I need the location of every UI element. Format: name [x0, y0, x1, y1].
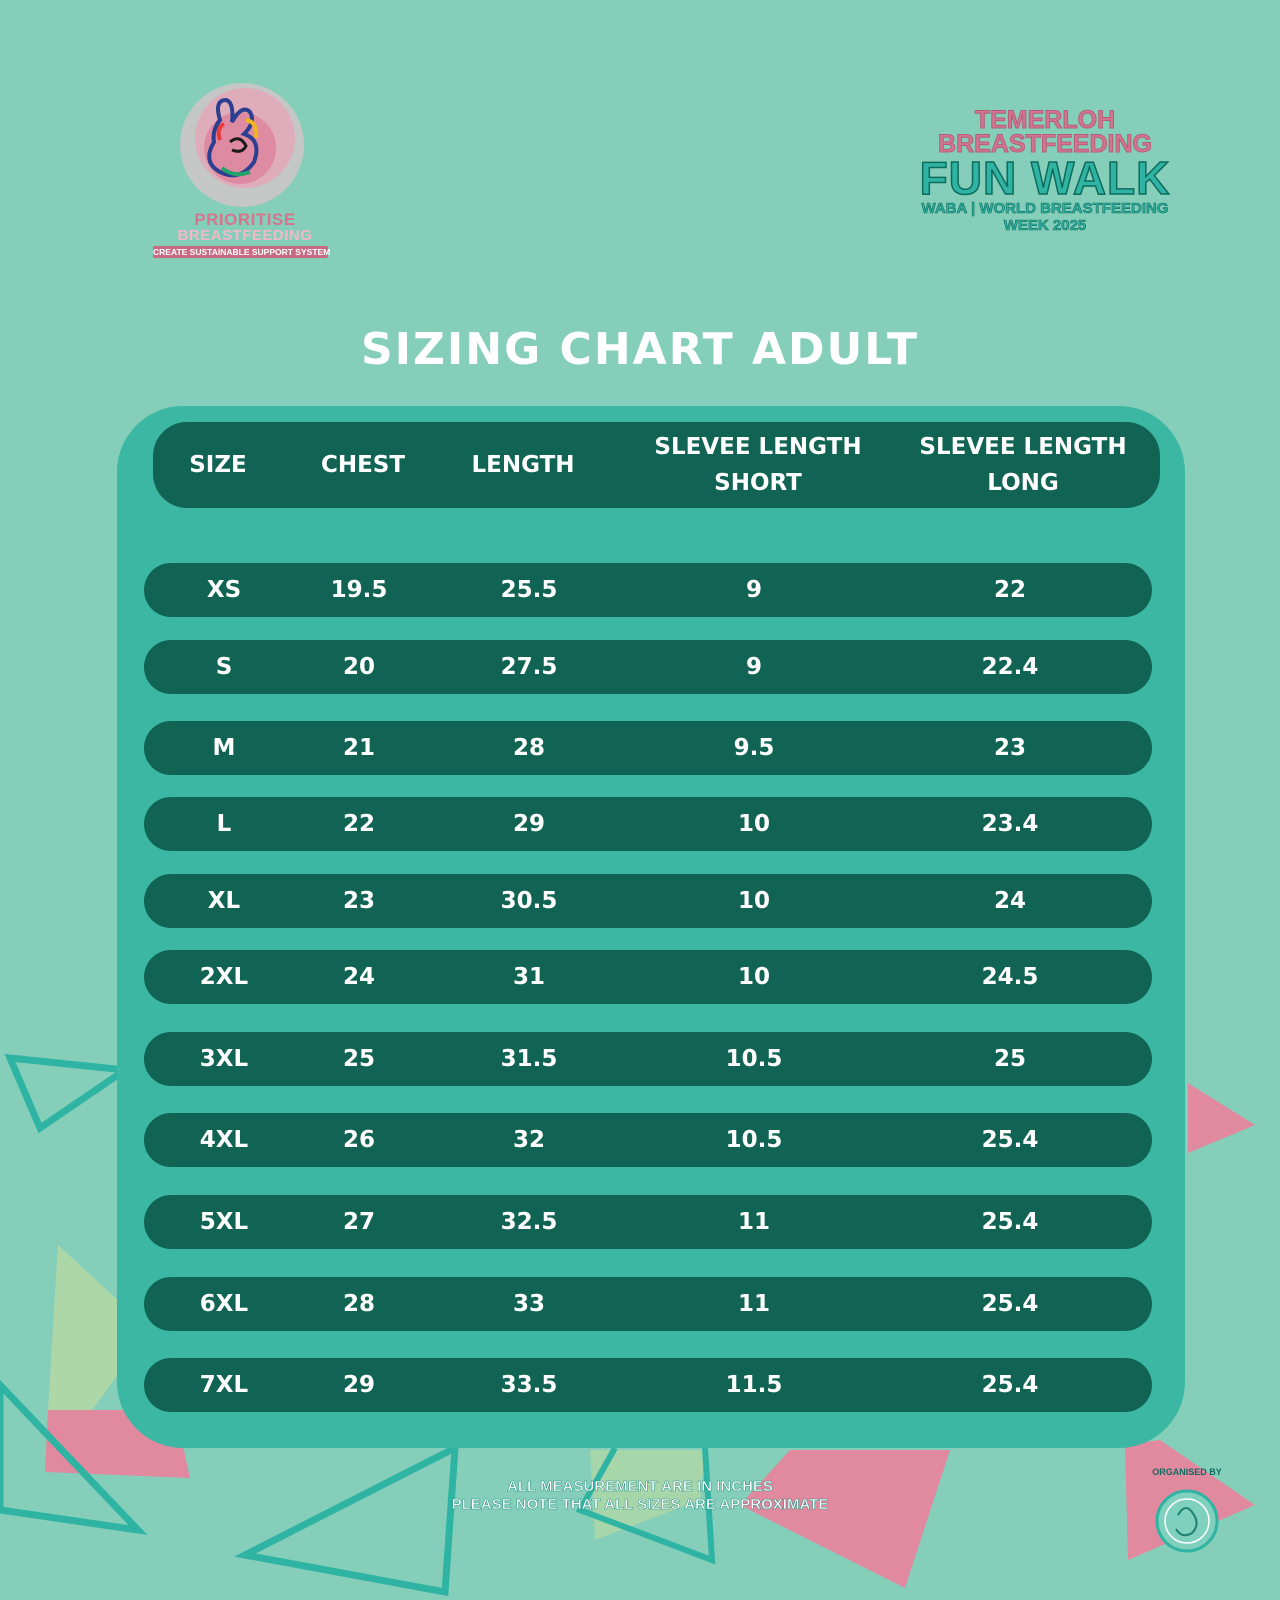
- logo-text-breastfeeding: BREASTFEEDING: [177, 227, 313, 244]
- cell-sleeve-short: 10: [737, 964, 770, 990]
- cell-length: 30.5: [500, 888, 558, 914]
- cell-length: 28: [512, 735, 545, 761]
- table-row: [144, 797, 1152, 851]
- organiser-badge: [1142, 1467, 1232, 1557]
- pink-triangle: [740, 1450, 950, 1588]
- cell-sleeve-short: 10: [737, 811, 770, 837]
- outline-triangle: [245, 1448, 455, 1592]
- cell-sleeve-short: 9.5: [733, 735, 775, 761]
- cell-length: 32.5: [500, 1209, 558, 1235]
- cell-chest: 21: [342, 735, 375, 761]
- cell-length: 31.5: [500, 1046, 558, 1072]
- cell-sleeve-short: 9: [745, 577, 762, 603]
- cell-length: 33.5: [500, 1372, 558, 1398]
- table-row: [144, 1113, 1152, 1167]
- footer-line-approximate: PLEASE NOTE THAT ALL SIZES ARE APPROXIMATE: [451, 1496, 829, 1513]
- logo-text-week: WEEK 2025: [1003, 217, 1087, 234]
- table-row: [144, 1277, 1152, 1331]
- cell-size: 5XL: [199, 1209, 249, 1235]
- cell-sleeve-long: 25.4: [981, 1372, 1039, 1398]
- cell-chest: 20: [342, 654, 375, 680]
- cell-length: 25.5: [500, 577, 558, 603]
- cell-size: 4XL: [199, 1127, 249, 1153]
- table-header: [153, 422, 1160, 508]
- table-row: [144, 640, 1152, 694]
- pink-triangle: [1188, 1083, 1255, 1153]
- footer-line-inches: ALL MEASUREMENT ARE IN INCHES: [507, 1478, 773, 1495]
- cell-size: XS: [206, 577, 242, 603]
- header-length: LENGTH: [471, 452, 575, 478]
- cell-size: 3XL: [199, 1046, 249, 1072]
- logo-text-waba: WABA | WORLD BREASTFEEDING: [921, 200, 1169, 217]
- cell-sleeve-short: 11.5: [725, 1372, 783, 1398]
- cell-sleeve-long: 24.5: [981, 964, 1039, 990]
- logo-tagline: CREATE SUSTAINABLE SUPPORT SYSTEM: [153, 247, 331, 257]
- table-row: [144, 1195, 1152, 1249]
- cell-sleeve-long: 25.4: [981, 1209, 1039, 1235]
- cell-chest: 24: [342, 964, 375, 990]
- cell-sleeve-long: 22: [993, 577, 1026, 603]
- cell-length: 29: [512, 811, 545, 837]
- cell-sleeve-short: 9: [745, 654, 762, 680]
- header-sleeve-long: SLEVEE LENGTH LONG: [919, 434, 1127, 496]
- cell-sleeve-long: 25: [993, 1046, 1026, 1072]
- cell-chest: 25: [342, 1046, 375, 1072]
- cell-size: 6XL: [199, 1291, 249, 1317]
- cell-chest: 28: [342, 1291, 375, 1317]
- table-row: [144, 721, 1152, 775]
- cell-chest: 27: [342, 1209, 375, 1235]
- header-size: SIZE: [189, 452, 247, 478]
- table-row: [144, 1358, 1152, 1412]
- cell-size: 7XL: [199, 1372, 249, 1398]
- cell-sleeve-long: 23.4: [981, 811, 1039, 837]
- table-row: [144, 950, 1152, 1004]
- cell-sleeve-short: 10.5: [725, 1046, 783, 1072]
- cell-chest: 23: [342, 888, 375, 914]
- logo-text-temerloh: TEMERLOH: [974, 106, 1116, 134]
- cell-sleeve-long: 25.4: [981, 1291, 1039, 1317]
- cell-chest: 29: [342, 1372, 375, 1398]
- organiser-logo-icon: [1142, 1477, 1232, 1557]
- fun-walk-logo: [880, 108, 1210, 243]
- outline-triangle: [10, 1058, 125, 1128]
- cell-size: S: [215, 654, 233, 680]
- cell-length: 31: [512, 964, 545, 990]
- footer-note: [0, 1478, 1280, 1514]
- cell-sleeve-short: 10: [737, 888, 770, 914]
- organised-by-label: ORGANISED BY: [1152, 1467, 1222, 1477]
- cell-chest: 19.5: [330, 577, 388, 603]
- table-row: [144, 1032, 1152, 1086]
- logo-text-prioritise: PRIORITISE: [194, 210, 296, 229]
- cell-chest: 26: [342, 1127, 375, 1153]
- cell-sleeve-long: 24: [993, 888, 1026, 914]
- cell-length: 33: [512, 1291, 545, 1317]
- cell-sleeve-short: 11: [737, 1291, 770, 1317]
- cell-sleeve-long: 23: [993, 735, 1026, 761]
- header-sleeve-short: SLEVEE LENGTH SHORT: [654, 434, 862, 496]
- table-row: [144, 874, 1152, 928]
- cell-length: 32: [512, 1127, 545, 1153]
- logo-splash-icon: [150, 60, 340, 210]
- cell-chest: 22: [342, 811, 375, 837]
- logo-text-breastfeeding: BREASTFEEDING: [938, 130, 1152, 158]
- cell-size: L: [216, 811, 232, 837]
- cell-sleeve-short: 10.5: [725, 1127, 783, 1153]
- table-row: [144, 563, 1152, 617]
- cell-size: 2XL: [199, 964, 249, 990]
- prioritise-breastfeeding-logo: [150, 60, 340, 265]
- cell-length: 27.5: [500, 654, 558, 680]
- cell-sleeve-long: 22.4: [981, 654, 1039, 680]
- cell-sleeve-long: 25.4: [981, 1127, 1039, 1153]
- logo-text-fun-walk: FUN WALK: [919, 152, 1171, 204]
- cell-size: XL: [207, 888, 241, 914]
- cell-sleeve-short: 11: [737, 1209, 770, 1235]
- page-title: SIZING CHART ADULT: [360, 324, 920, 375]
- cell-size: M: [212, 735, 236, 761]
- header-chest: CHEST: [320, 452, 406, 478]
